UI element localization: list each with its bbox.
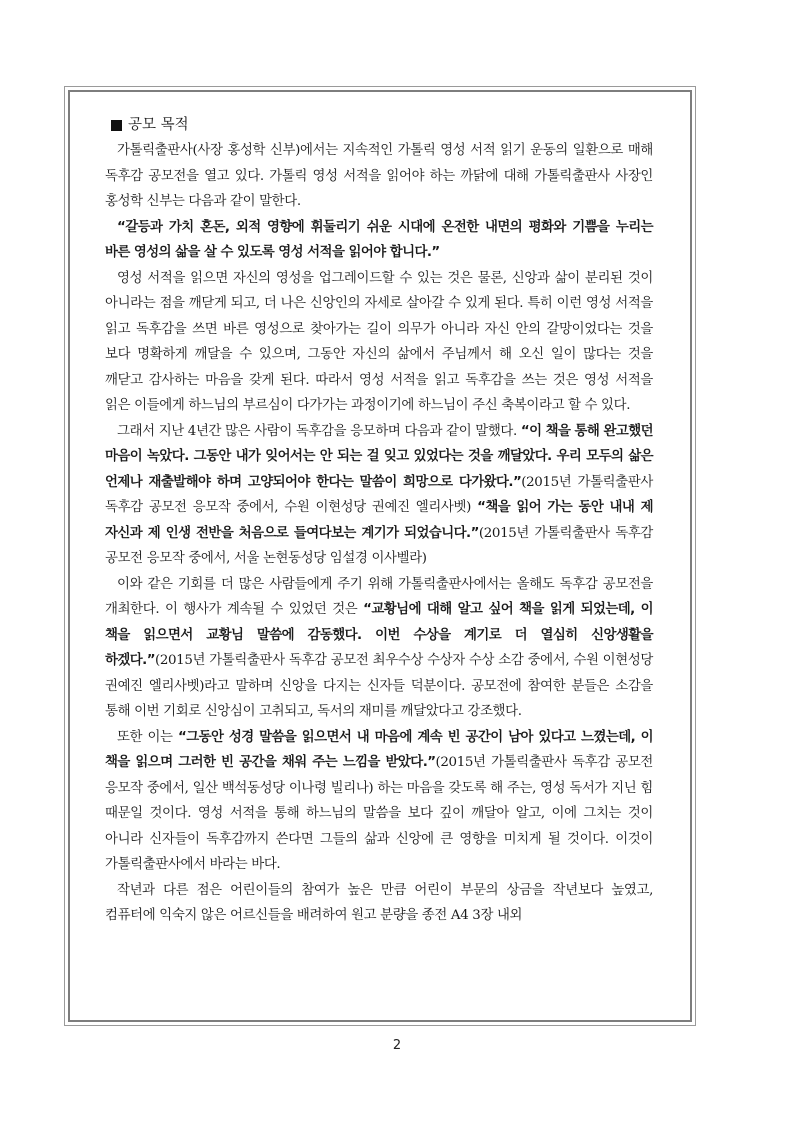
black-square-icon [111, 120, 122, 131]
paragraph [105, 572, 653, 725]
body-text: (2015년 가톨릭출판사 독후감 공모전 응모작 중에서, 일산 백석동성당 이나령 빌리나) 하는 마음을 갖도록 해 주는, 영성 독서가 지닌 힘 때문일 것이다. 영성 서적을 통해 하느님의 말씀을 보다 깊이 깨달아 알고, 이에 그치는 것이 아니라 신자들이 독후감까지 쓴다면 그들의 삶과 신앙에 큰 영향을 미치게 될 것이다. 이것이 가톨릭출판사에서 바라는 바다. [105, 755, 653, 872]
paragraph [105, 725, 653, 878]
quote-text: “갈등과 가치 혼돈, 외적 영향에 휘둘리기 쉬운 시대에 온전한 내면의 평화와 기쁨을 누리는 바른 영성의 삶을 살 수 있도록 영성 서적을 읽어야 합니다.” [105, 219, 653, 260]
paragraph [105, 138, 653, 215]
paragraph [105, 215, 653, 266]
body-text: (2015년 가톨릭출판사 독후감 공모전 응모작 중에서, 수원 이현성당 권예진 엘리사벳) [105, 474, 654, 515]
paragraph-list [105, 138, 653, 929]
body-text: 또한 이는 [117, 729, 178, 745]
section-heading-text: 공모 목적 [128, 117, 189, 133]
body-text: 영성 서적을 읽으면 자신의 영성을 업그레이드할 수 있는 것은 물론, 신앙과 삶이 분리된 것이 아니라는 점을 깨닫게 되고, 더 나은 신앙인의 자세로 살아갈 수 있게 된다. 특히 이런 영성 서적을 읽고 독후감을 쓰면 바른 영성으로 찾아가는 길이 의무가 아니라 자신 안의 갈망이었다는 것을 보다 명확하게 깨달을 수 있으며, 그동안 자신의 삶에서 주님께서 해 오신 일이 많다는 것을 깨닫고 감사하는 마음을 갖게 된다. 따라서 영성 서적을 읽고 독후감을 쓰는 것은 영성 서적을 읽은 이들에게 하느님의 부르심이 다가가는 과정이기에 하느님이 주신 축복이라고 할 수 있다. [105, 270, 653, 413]
quote-text: “이 책을 통해 완고했던 마음이 녹았다. 그동안 내가 잊어서는 안 되는 걸 잊고 있었다는 것을 깨달았다. 우리 모두의 삶은 언제나 재출발해야 하며 고양되어야 한다는 말씀이 희망으로 다가왔다.” [105, 423, 653, 490]
paragraph [105, 878, 653, 929]
body-text: 그래서 지난 4년간 많은 사람이 독후감을 응모하며 다음과 같이 말했다. [117, 423, 521, 439]
body-text: 작년과 다른 점은 어린이들의 참여가 높은 만큼 어린이 부문의 상금을 작년보다 높였고, 컴퓨터에 익숙지 않은 어르신들을 배려하여 원고 분량을 종전 A4 3장 내외 [105, 882, 653, 923]
document-body [105, 112, 653, 929]
body-text: 이와 같은 기회를 더 많은 사람들에게 주기 위해 가톨릭출판사에서는 올해도 독후감 공모전을 개최한다. 이 행사가 계속될 수 있었던 것은 [105, 576, 653, 617]
body-text: (2015년 가톨릭출판사 독후감 공모전 응모작 중에서, 서울 논현동성당 임설경 이사벨라) [105, 525, 654, 566]
section-heading [111, 112, 653, 138]
quote-text: “그동안 성경 말씀을 읽으면서 내 마음에 계속 빈 공간이 남아 있다고 느꼈는데, 이 책을 읽으며 그러한 빈 공간을 채워 주는 느낌을 받았다.” [105, 729, 654, 770]
quote-text: “책을 읽어 가는 동안 내내 제 자신과 제 인생 전반을 처음으로 들여다보는 계기가 되었습니다.” [105, 500, 653, 541]
quote-text: “교황님에 대해 알고 싶어 책을 읽게 되었는데, 이 책을 읽으면서 교황님 말씀에 감동했다. 이번 수상을 계기로 더 열심히 신앙생활을 하겠다.” [105, 602, 653, 668]
body-text: (2015년 가톨릭출판사 독후감 공모전 최우수상 수상자 수상 소감 중에서, 수원 이현성당 권예진 엘리사벳)라고 말하며 신앙을 다지는 신자들 덕분이다. 공모전에 참여한 분들은 소감을 통해 이번 기회로 신앙심이 고취되고, 독서의 재미를 깨달았다고 강조했다. [105, 653, 653, 719]
paragraph [105, 419, 653, 572]
paragraph [105, 266, 653, 419]
page-number: 2 [392, 1038, 402, 1053]
body-text: 가톨릭출판사(사장 홍성학 신부)에서는 지속적인 가톨릭 영성 서적 읽기 운동의 일환으로 매해 독후감 공모전을 열고 있다. 가톨릭 영성 서적을 읽어야 하는 까닭에 대해 가톨릭출판사 사장인 홍성학 신부는 다음과 같이 말한다. [105, 143, 653, 209]
